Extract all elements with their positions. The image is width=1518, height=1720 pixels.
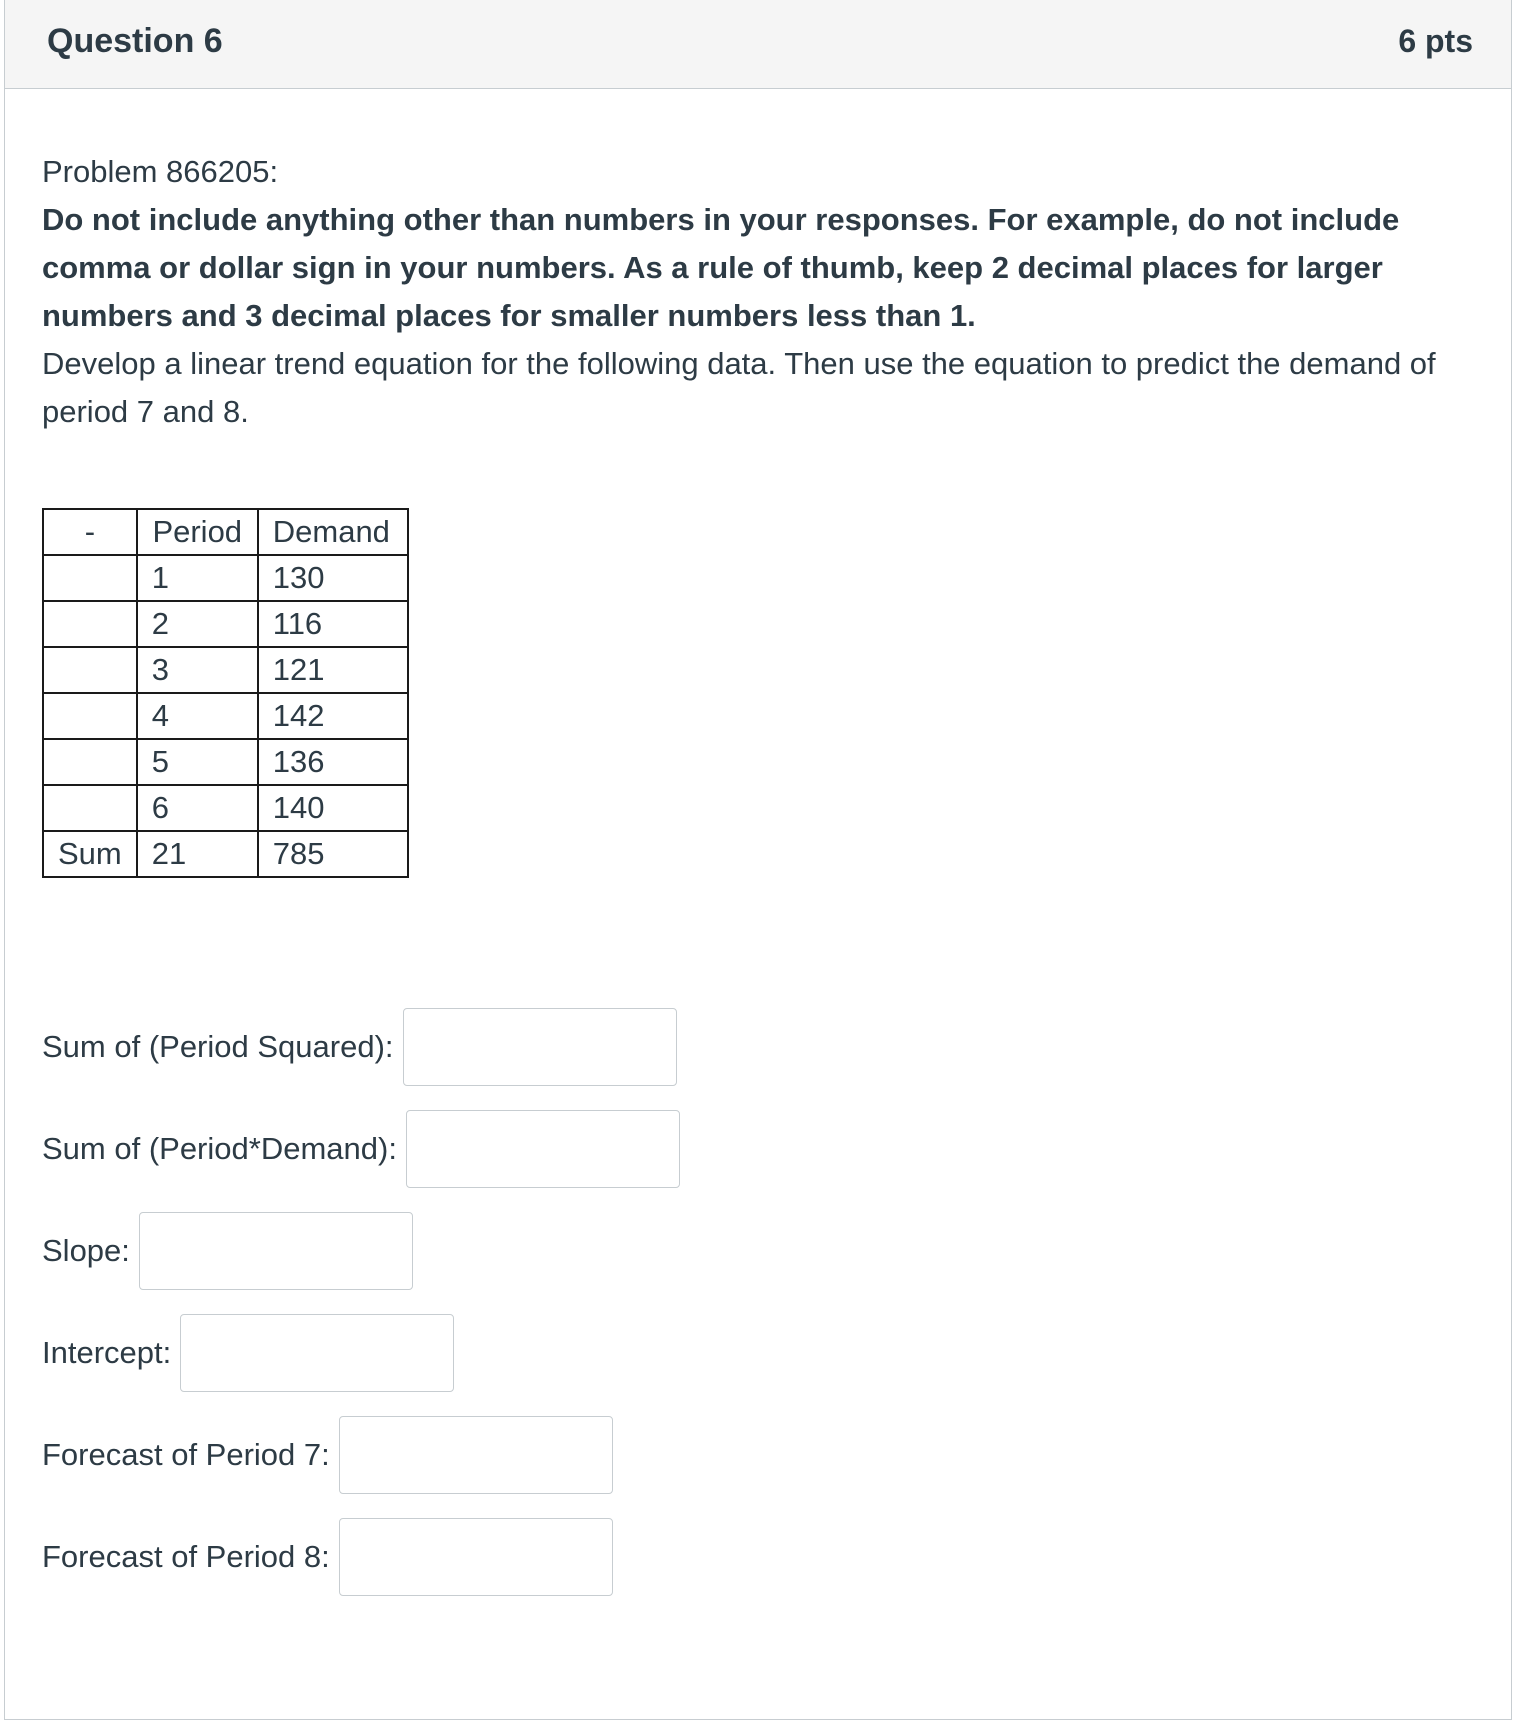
table-cell: 2	[137, 601, 258, 647]
question-header	[5, 0, 1511, 89]
table-cell: 1	[137, 555, 258, 601]
question-title: Question 6	[47, 22, 223, 60]
table-cell: 4	[137, 693, 258, 739]
data-table	[42, 508, 409, 878]
table-cell	[43, 601, 137, 647]
answer-label: Intercept:	[42, 1335, 172, 1370]
answer-row-intercept	[42, 1314, 454, 1392]
table-header-cell: Period	[137, 509, 258, 555]
answer-label: Forecast of Period 7:	[42, 1437, 330, 1472]
sum-period-squared-input[interactable]	[403, 1008, 677, 1086]
answer-row-sum-period-squared	[42, 1008, 677, 1086]
table-sum-row	[43, 831, 408, 877]
table-row	[43, 647, 408, 693]
table-cell: Sum	[43, 831, 137, 877]
table-header-cell: Demand	[258, 509, 408, 555]
table-row	[43, 739, 408, 785]
table-row	[43, 601, 408, 647]
forecast-period-8-input[interactable]	[339, 1518, 613, 1596]
sum-period-demand-input[interactable]	[406, 1110, 680, 1188]
table-cell: 121	[258, 647, 408, 693]
table-cell	[43, 555, 137, 601]
table-header-row	[43, 509, 408, 555]
table-row	[43, 693, 408, 739]
table-cell: 3	[137, 647, 258, 693]
table-cell: 136	[258, 739, 408, 785]
answer-label: Sum of (Period Squared):	[42, 1029, 394, 1064]
forecast-period-7-input[interactable]	[339, 1416, 613, 1494]
table-cell: 6	[137, 785, 258, 831]
table-header-cell: -	[43, 509, 137, 555]
answer-label: Forecast of Period 8:	[42, 1539, 330, 1574]
table-cell: 116	[258, 601, 408, 647]
answer-row-slope	[42, 1212, 413, 1290]
table-cell: 785	[258, 831, 408, 877]
table-cell: 5	[137, 739, 258, 785]
answer-label: Slope:	[42, 1233, 130, 1268]
prompt-text: Develop a linear trend equation for the following data. Then use the equation to predict the demand of period 7 and 8.	[42, 346, 1436, 429]
table-cell	[43, 785, 137, 831]
slope-input[interactable]	[139, 1212, 413, 1290]
table-cell: 140	[258, 785, 408, 831]
table-cell	[43, 693, 137, 739]
table-cell: 21	[137, 831, 258, 877]
question-points: 6 pts	[1398, 23, 1473, 59]
problem-label: Problem 866205:	[42, 154, 279, 189]
instructions-text: Do not include anything other than numbers in your responses. For example, do not include comma or dollar sign in your numbers. As a rule of thumb, keep 2 decimal places for larger numbers and 3 decimal places for smaller numbers less than 1.	[42, 202, 1400, 333]
table-cell	[43, 739, 137, 785]
intercept-input[interactable]	[180, 1314, 454, 1392]
table-cell	[43, 647, 137, 693]
table-cell: 142	[258, 693, 408, 739]
answer-row-forecast-period-8	[42, 1518, 613, 1596]
table-cell: 130	[258, 555, 408, 601]
question-body	[42, 148, 1462, 436]
table-row	[43, 555, 408, 601]
answer-row-sum-period-demand	[42, 1110, 680, 1188]
answer-label: Sum of (Period*Demand):	[42, 1131, 397, 1166]
answer-row-forecast-period-7	[42, 1416, 613, 1494]
table-row	[43, 785, 408, 831]
